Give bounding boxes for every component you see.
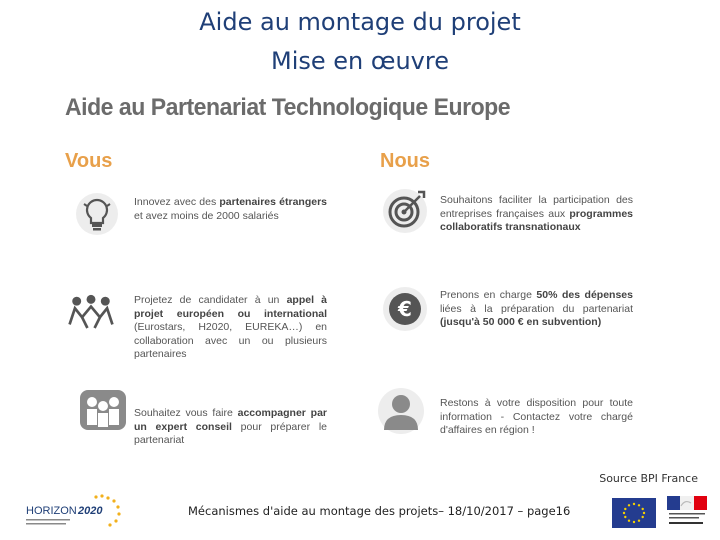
vous-text-1: Innovez avec des partenaires étrangers et avez moins de 2000 salariés xyxy=(134,196,328,222)
french-republic-logo xyxy=(663,494,711,530)
eu-flag-icon xyxy=(612,498,656,528)
column-heading-nous: Nous xyxy=(380,150,430,172)
nous-text-3: Restons à votre disposition pour toute information - Contactez votre chargé d'affaires en région ! xyxy=(440,397,633,436)
euro-icon xyxy=(380,284,430,334)
column-heading-vous: Vous xyxy=(65,150,113,172)
horizon-2020-logo xyxy=(26,492,126,532)
target-icon xyxy=(380,186,430,236)
banner-heading: Aide au Partenariat Technologique Europe xyxy=(65,94,511,121)
expert-icon xyxy=(78,386,128,436)
nous-text-1: Souhaitons faciliter la participation des entreprises françaises aux programmes collaboratifs transnationaux xyxy=(440,194,633,233)
collaboration-icon xyxy=(66,286,116,336)
vous-text-2: Projetez de candidater à un appel à projet européen ou international (Eurostars, H2020, EUREKA…) en collaboration avec un ou plusieurs partenaires xyxy=(134,294,327,360)
svg-text:€: € xyxy=(398,297,412,321)
nous-text-2: Prenons en charge 50% des dépenses liées à la préparation du partenariat (jusqu'à 50 000 € en subvention) xyxy=(440,289,633,328)
lightbulb-icon xyxy=(72,190,122,240)
vous-text-3: Souhaitez vous faire accompagner par un expert conseil pour préparer le partenariat xyxy=(134,407,327,446)
svg-text:HORIZON: HORIZON xyxy=(26,505,77,517)
footer-text: Mécanismes d'aide au montage des projets– 18/10/2017 – page16 xyxy=(188,504,571,518)
slide-title: Aide au montage du projet xyxy=(199,8,521,36)
person-icon xyxy=(376,386,426,436)
slide-subtitle: Mise en œuvre xyxy=(271,47,449,75)
source-note: Source BPI France xyxy=(599,472,698,485)
svg-text:2020: 2020 xyxy=(78,505,103,517)
